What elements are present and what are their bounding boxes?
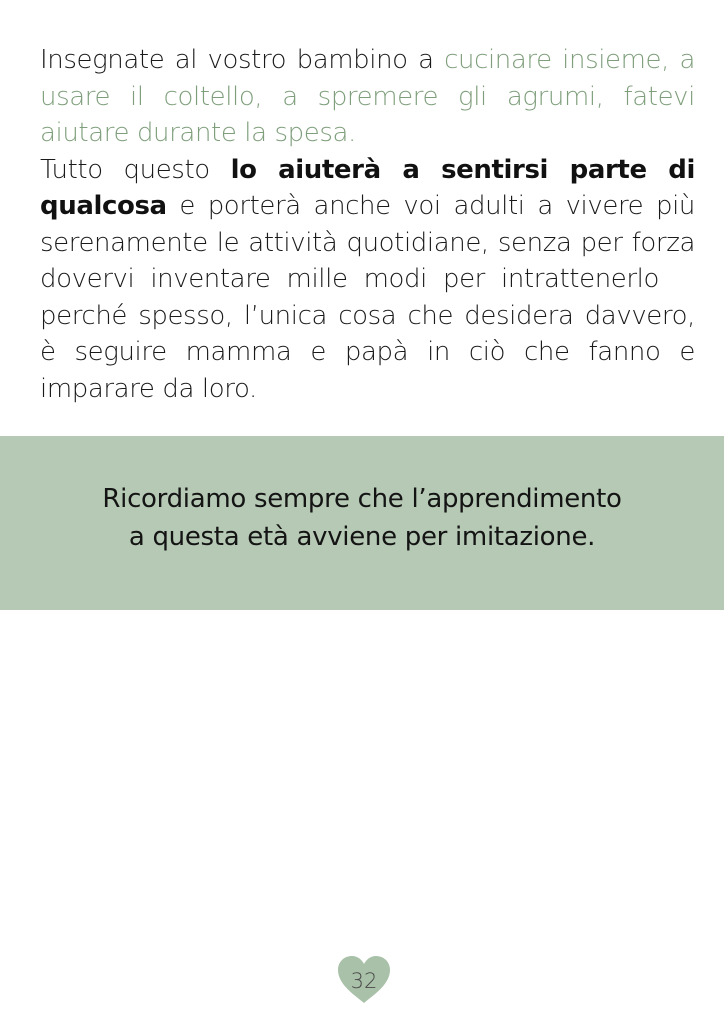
paragraph-intro xyxy=(40,42,695,152)
highlighted-activities: cucinare insieme, a usare il coltello, a spremere gli agrumi, fatevi aiutare durante la spesa. xyxy=(40,45,695,148)
bold-phrase: lo aiuterà a sentirsi parte di qualcosa xyxy=(40,154,695,221)
paragraph-benefits-ending: perché spesso, l’unica cosa che desidera davvero, è seguire mamma e papà in ciò che fanno e imparare da loro. xyxy=(40,300,695,404)
callout-box xyxy=(0,436,724,610)
paragraph-benefits-intro: Tutto questo xyxy=(40,154,231,185)
callout-line-1: Ricordiamo sempre che l’apprendimento xyxy=(102,484,622,514)
page-number-badge xyxy=(336,955,392,1005)
callout-line-2: a questa età avviene per imitazione. xyxy=(128,522,596,552)
callout-text xyxy=(0,480,724,556)
paragraph-benefits xyxy=(40,152,695,408)
paragraph-benefits-body: e porterà anche voi adulti a vivere più serenamente le attività quotidiane, senza per forza dovervi inventare mille modi per intrattenerlo xyxy=(40,191,695,294)
body-text xyxy=(40,42,695,407)
page-number: 32 xyxy=(350,969,378,993)
paragraph-intro-text: Insegnate al vostro bambino a xyxy=(40,45,445,75)
